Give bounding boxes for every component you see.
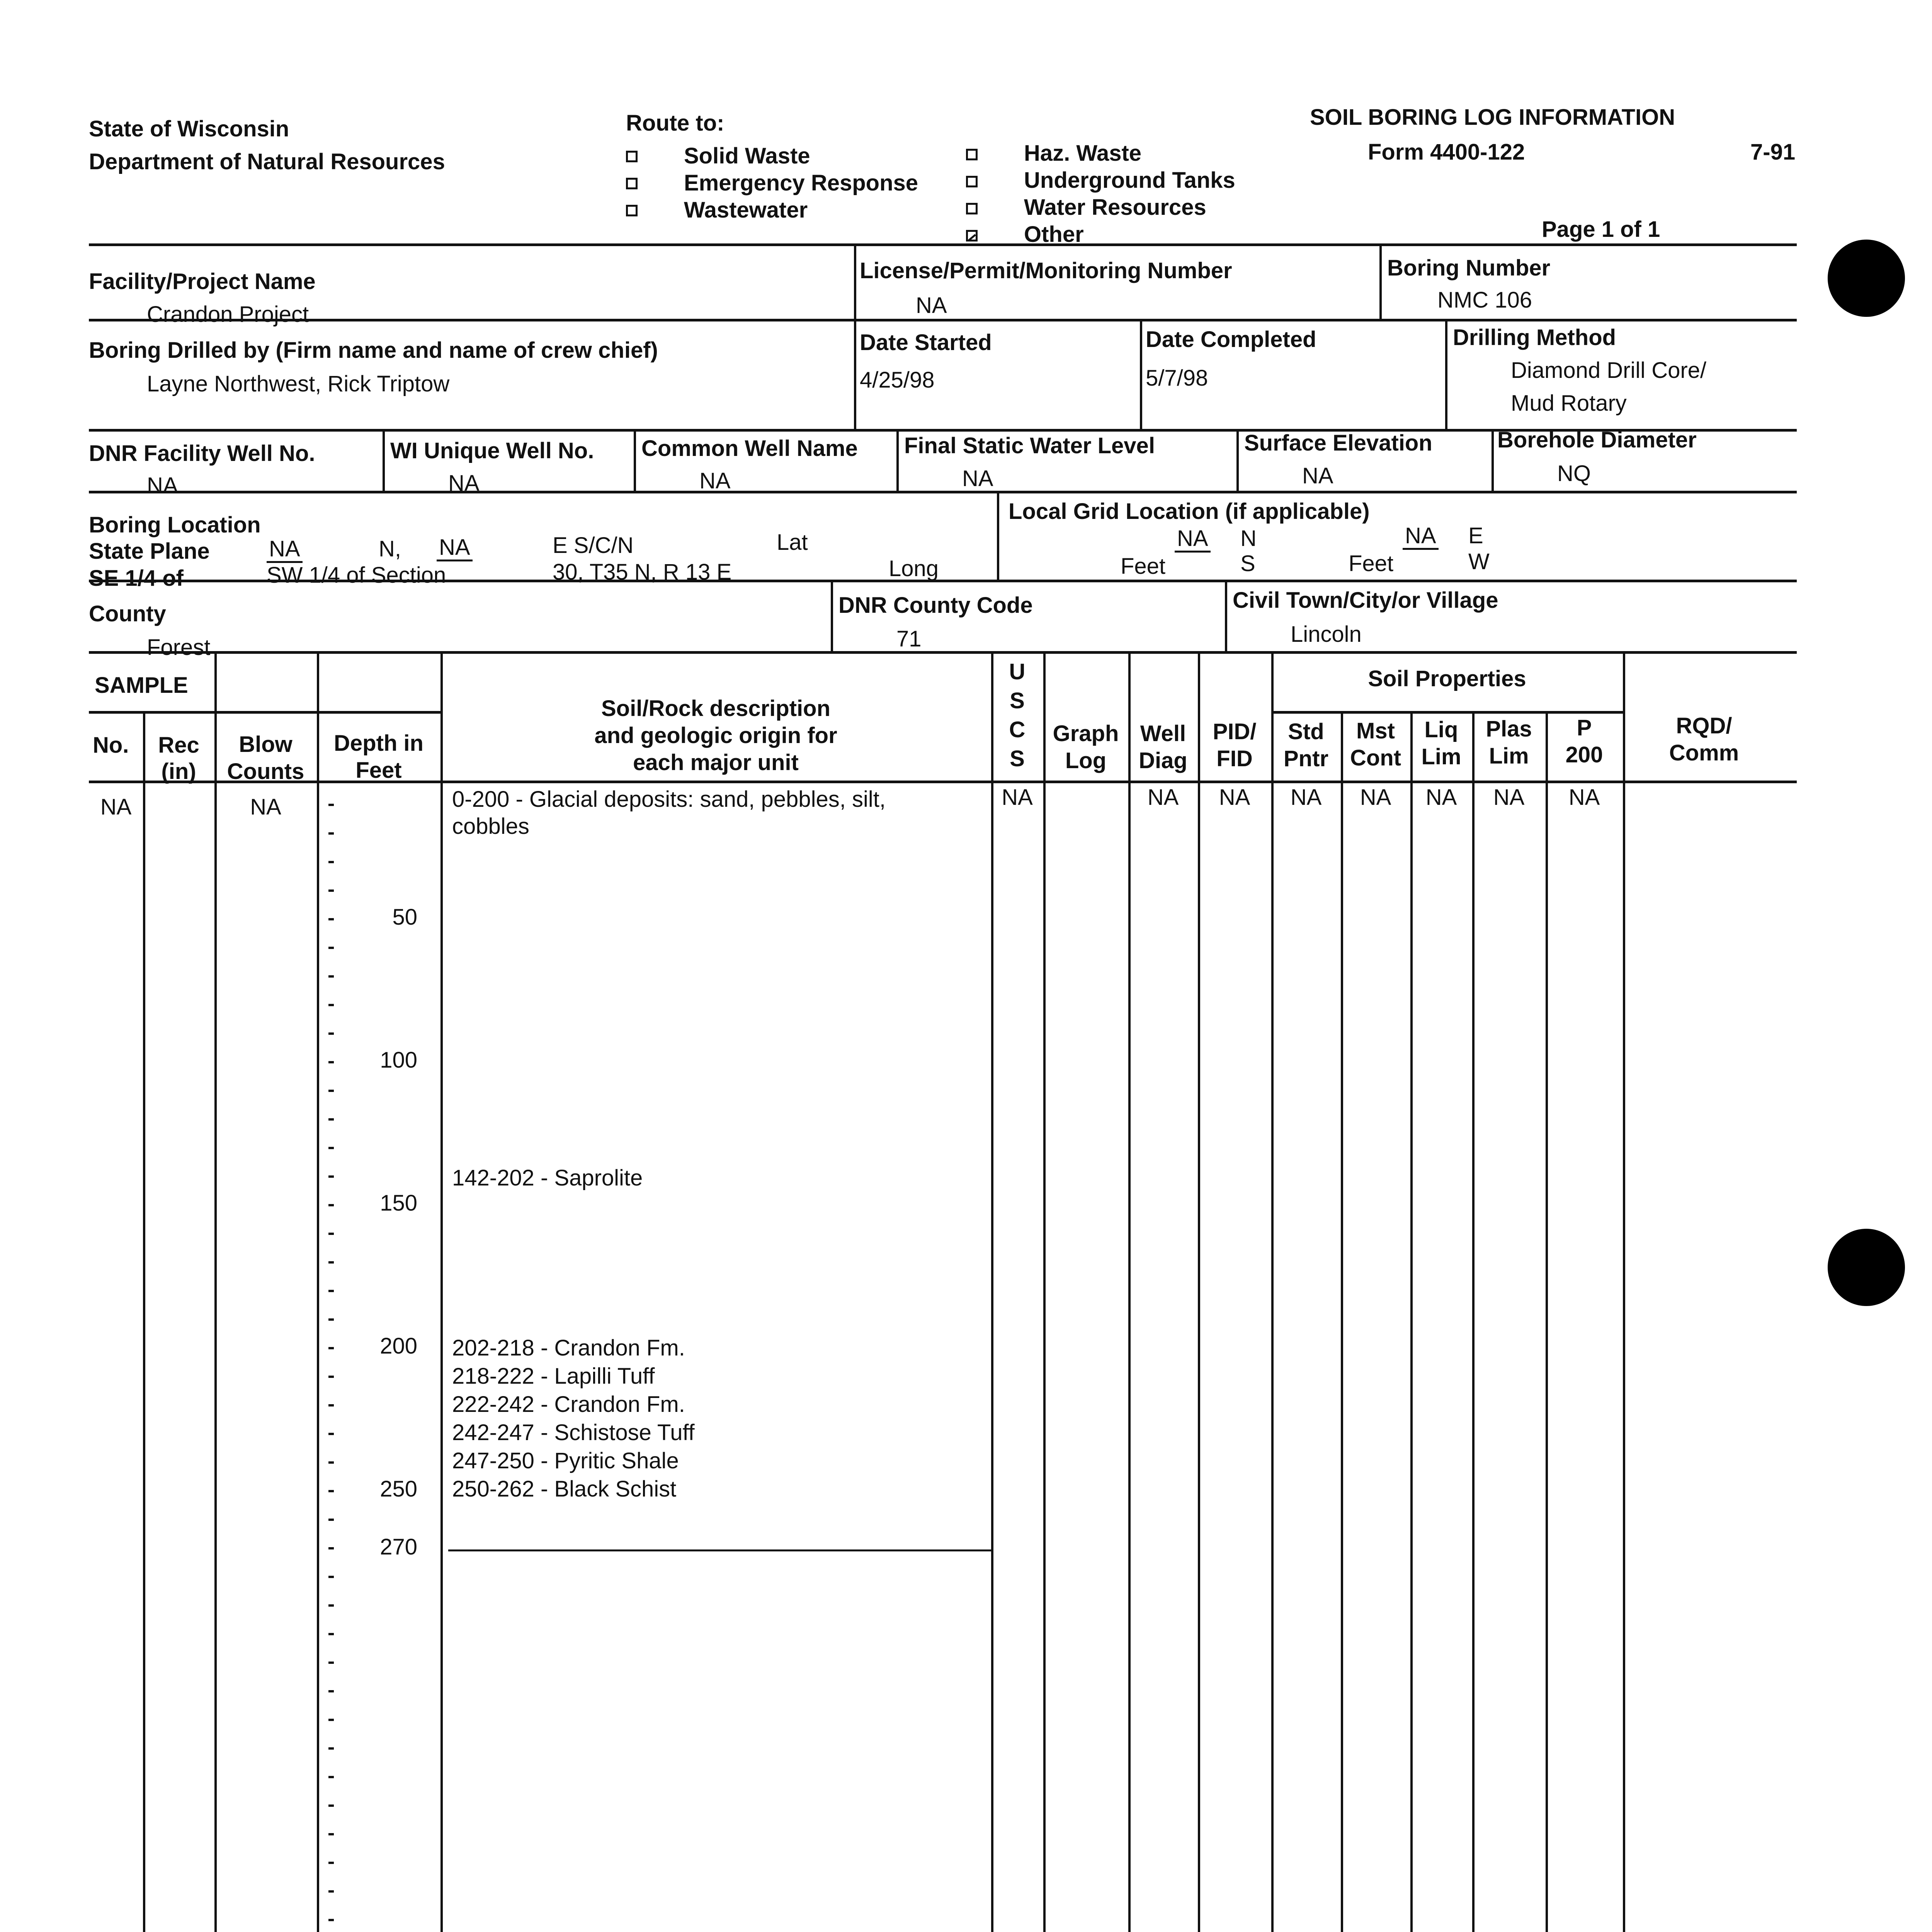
license-label: License/Permit/Monitoring Number — [860, 258, 1232, 283]
desc-line-0: 0-200 - Glacial deposits: sand, pebbles, silt, — [452, 787, 886, 812]
route-emergency-checkbox[interactable] — [626, 178, 638, 189]
col-p200-header2: 200 — [1565, 742, 1603, 767]
depth-tick — [328, 1004, 334, 1006]
col-desc-header1: Soil/Rock description — [601, 696, 830, 721]
grid-w-letter: W — [1468, 549, 1490, 574]
lat-label: Lat — [777, 530, 808, 555]
drill-method-line1: Diamond Drill Core/ — [1511, 358, 1707, 383]
vline-common — [634, 429, 636, 491]
row-p200: NA — [1568, 785, 1600, 810]
depth-tick — [328, 1433, 334, 1435]
col-desc-header2: and geologic origin for — [594, 723, 837, 748]
form-number: Form 4400-122 — [1368, 139, 1525, 165]
depth-tick — [328, 1147, 334, 1149]
vline-drill-method — [1445, 319, 1447, 429]
depth-tick — [328, 1233, 334, 1235]
depth-tick — [328, 1261, 334, 1264]
water-level-label: Final Static Water Level — [904, 433, 1155, 458]
desc-line-8: 250-262 - Black Schist — [452, 1476, 677, 1502]
vline-wi-unique — [383, 429, 385, 491]
depth-label-100: 100 — [380, 1048, 417, 1073]
section-label: SW 1/4 of Section — [267, 563, 446, 588]
date-started-label: Date Started — [860, 330, 992, 355]
col-p200-header: P — [1577, 715, 1592, 740]
col-uscs-c: C — [1009, 717, 1026, 742]
depth-tick — [328, 1919, 334, 1921]
vline-local-grid — [997, 491, 999, 580]
depth-tick — [328, 1604, 334, 1607]
dnr-well-label: DNR Facility Well No. — [89, 441, 315, 466]
depth-label-150: 150 — [380, 1190, 417, 1216]
row-liq: NA — [1425, 785, 1457, 810]
e-scn-label: E S/C/N — [553, 533, 634, 558]
vline-col-uscs — [991, 651, 993, 1932]
depth-tick — [328, 1662, 334, 1664]
dnr-code-value: 71 — [896, 626, 922, 651]
row-blow: NA — [250, 794, 281, 820]
water-level-value: NA — [962, 466, 993, 491]
depth-tick — [328, 947, 334, 949]
surface-elev-value: NA — [1302, 463, 1333, 488]
wi-unique-label: WI Unique Well No. — [390, 438, 594, 463]
desc-line-2: 142-202 - Saprolite — [452, 1165, 643, 1190]
desc-line-5: 222-242 - Crandon Fm. — [452, 1392, 685, 1417]
vline-license — [854, 243, 856, 429]
form-revision: 7-91 — [1750, 139, 1796, 165]
drill-method-label: Drilling Method — [1453, 325, 1616, 350]
depth-tick — [328, 804, 334, 806]
facility-label: Facility/Project Name — [89, 269, 316, 294]
route-haz-waste-label: Haz. Waste — [1024, 141, 1142, 166]
grid-e-letter: E — [1468, 523, 1483, 548]
soil-properties-header: Soil Properties — [1368, 666, 1526, 691]
vline-col-rec — [143, 711, 145, 1932]
rule-top — [89, 243, 1797, 246]
depth-tick — [328, 1404, 334, 1406]
dnr-code-label: DNR County Code — [838, 593, 1033, 618]
depth-label-50: 50 — [392, 905, 417, 930]
page-number: Page 1 of 1 — [1542, 217, 1660, 242]
depth-tick — [328, 1719, 334, 1721]
vline-water — [896, 429, 899, 491]
route-water-resources-checkbox[interactable] — [966, 203, 978, 214]
grid-feet-ew: Feet — [1349, 551, 1394, 576]
vline-county-code — [831, 580, 833, 651]
vline-col-rqd — [1623, 651, 1625, 1932]
depth-tick — [328, 1519, 334, 1521]
col-uscs-s2: S — [1010, 746, 1025, 771]
col-plas-header2: Lim — [1489, 743, 1529, 769]
surface-elev-label: Surface Elevation — [1244, 430, 1432, 456]
depth-tick — [328, 1290, 334, 1292]
col-rec-header: Rec — [158, 733, 199, 758]
route-underground-tanks-label: Underground Tanks — [1024, 168, 1235, 193]
depth-tick — [328, 1090, 334, 1092]
depth-tick — [328, 1490, 334, 1492]
rule-wells — [89, 491, 1797, 493]
boring-number-label: Boring Number — [1387, 255, 1551, 281]
col-depth-header2: Feet — [355, 758, 402, 783]
col-pid-header: PID/ — [1213, 719, 1257, 744]
col-rqd-header: RQD/ — [1676, 713, 1732, 738]
depth-tick — [328, 889, 334, 892]
col-depth-header: Depth in — [334, 731, 423, 756]
depth-tick — [328, 1118, 334, 1121]
borehole-diam-label: Borehole Diameter — [1497, 427, 1697, 452]
col-uscs-s: S — [1010, 688, 1025, 713]
state-plane-n-value: NA — [267, 538, 303, 563]
common-name-label: Common Well Name — [641, 436, 858, 461]
county-label: County — [89, 601, 166, 626]
local-grid-label: Local Grid Location (if applicable) — [1009, 499, 1370, 524]
row-pid: NA — [1219, 785, 1250, 810]
col-graph-header2: Log — [1065, 748, 1107, 773]
col-liq-header2: Lim — [1421, 744, 1461, 769]
col-rec-unit: (in) — [161, 759, 196, 784]
col-blow-header2: Counts — [227, 759, 304, 784]
col-well-header2: Diag — [1139, 748, 1187, 773]
vline-date-completed — [1140, 319, 1142, 429]
long-label: Long — [889, 556, 939, 581]
row-no: NA — [100, 794, 132, 820]
depth-tick — [328, 1833, 334, 1835]
binder-hole-top — [1828, 240, 1905, 317]
facility-value: Crandon Project — [147, 302, 309, 327]
license-value: NA — [916, 293, 947, 318]
col-mst-header: Mst — [1356, 718, 1395, 743]
state-plane-e-value: NA — [437, 536, 473, 561]
depth-tick — [328, 1347, 334, 1349]
depth-tick — [328, 1461, 334, 1464]
depth-tick — [328, 1318, 334, 1321]
depth-label-270: 270 — [380, 1534, 417, 1560]
row-well: NA — [1147, 785, 1179, 810]
desc-line-3: 202-218 - Crandon Fm. — [452, 1335, 685, 1361]
date-started-value: 4/25/98 — [860, 367, 935, 393]
route-to-label: Route to: — [626, 111, 724, 136]
col-blow-header: Blow — [239, 732, 293, 757]
row-std: NA — [1290, 785, 1322, 810]
department-name: Department of Natural Resources — [89, 149, 445, 174]
grid-feet-ns: Feet — [1121, 554, 1166, 579]
desc-line-7: 247-250 - Pyritic Shale — [452, 1448, 679, 1473]
depth-tick — [328, 1061, 334, 1063]
route-emergency-label: Emergency Response — [684, 170, 918, 196]
depth-tick — [328, 1376, 334, 1378]
vline-col-plas — [1472, 711, 1475, 1932]
route-other-checkbox[interactable] — [966, 230, 978, 242]
vline-surface — [1236, 429, 1239, 491]
depth-tick — [328, 975, 334, 978]
depth-tick — [328, 1747, 334, 1750]
quarter-label: SE 1/4 of — [89, 566, 184, 591]
town-label: Civil Town/City/or Village — [1233, 588, 1498, 613]
col-std-header2: Pntr — [1284, 746, 1328, 771]
route-other-label: Other — [1024, 222, 1084, 247]
depth-label-200: 200 — [380, 1333, 417, 1359]
vline-col-pid — [1198, 651, 1200, 1932]
grid-e-value: NA — [1403, 525, 1439, 550]
state-plane-label: State Plane — [89, 539, 210, 564]
vline-col-liq — [1410, 711, 1413, 1932]
col-no-header: No. — [93, 733, 129, 758]
rule-desc-end — [448, 1549, 993, 1551]
drilled-by-label: Boring Drilled by (Firm name and name of crew chief) — [89, 338, 658, 363]
vline-col-blow — [214, 651, 217, 1932]
col-graph-header: Graph — [1053, 721, 1119, 746]
rule-soil-props — [1271, 711, 1623, 714]
township-value: 30, T35 N, R 13 E — [553, 560, 732, 585]
vline-col-well — [1128, 651, 1131, 1932]
route-solid-waste-checkbox[interactable] — [626, 151, 638, 162]
route-haz-waste-checkbox[interactable] — [966, 149, 978, 160]
depth-tick — [328, 1862, 334, 1864]
vline-boring-no — [1379, 243, 1382, 319]
binder-hole-middle — [1828, 1229, 1905, 1306]
sample-header: SAMPLE — [95, 673, 188, 698]
wi-unique-value: NA — [448, 471, 480, 496]
depth-tick — [328, 1547, 334, 1549]
route-underground-tanks-checkbox[interactable] — [966, 176, 978, 187]
col-uscs-u: U — [1009, 659, 1026, 684]
common-name-value: NA — [699, 468, 731, 493]
depth-tick — [328, 1633, 334, 1635]
depth-tick — [328, 1776, 334, 1778]
desc-line-4: 218-222 - Lapilli Tuff — [452, 1364, 655, 1389]
rule-county — [89, 651, 1797, 654]
row-uscs: NA — [1002, 785, 1033, 810]
depth-tick — [328, 1690, 334, 1692]
boring-location-label: Boring Location — [89, 512, 261, 537]
vline-col-desc — [440, 651, 443, 1932]
state-name: State of Wisconsin — [89, 116, 289, 141]
date-completed-value: 5/7/98 — [1146, 366, 1208, 391]
route-wastewater-label: Wastewater — [684, 197, 808, 223]
depth-tick — [328, 1175, 334, 1178]
depth-tick — [328, 1576, 334, 1578]
drill-method-line2: Mud Rotary — [1511, 391, 1627, 416]
vline-col-mst — [1341, 711, 1343, 1932]
desc-line-1: cobbles — [452, 814, 529, 839]
col-well-header: Well — [1140, 721, 1186, 746]
depth-tick — [328, 1204, 334, 1206]
rule-sample — [89, 711, 440, 714]
desc-line-6: 242-247 - Schistose Tuff — [452, 1420, 695, 1445]
depth-tick — [328, 1804, 334, 1807]
dnr-well-value: NA — [147, 473, 178, 498]
depth-tick — [328, 918, 334, 920]
date-completed-label: Date Completed — [1146, 327, 1316, 352]
route-solid-waste-label: Solid Waste — [684, 143, 810, 168]
vline-borehole — [1492, 429, 1494, 491]
town-value: Lincoln — [1291, 622, 1362, 647]
borehole-diam-value: NQ — [1557, 461, 1591, 486]
boring-number-value: NMC 106 — [1437, 287, 1532, 313]
vline-col-depth — [317, 651, 319, 1932]
depth-tick — [328, 1890, 334, 1893]
county-value: Forest — [147, 635, 211, 660]
vline-col-std — [1271, 651, 1274, 1932]
route-wastewater-checkbox[interactable] — [626, 205, 638, 216]
depth-tick — [328, 861, 334, 863]
n-label: N, — [379, 536, 401, 561]
row-plas: NA — [1493, 785, 1525, 810]
rule-facility — [89, 319, 1797, 321]
grid-s-letter: S — [1240, 551, 1255, 576]
col-desc-header3: each major unit — [633, 750, 799, 775]
depth-tick — [328, 832, 334, 835]
col-liq-header: Liq — [1424, 717, 1458, 742]
drilled-by-value: Layne Northwest, Rick Triptow — [147, 371, 450, 396]
row-mst: NA — [1360, 785, 1391, 810]
vline-town — [1225, 580, 1227, 651]
col-pid-header2: FID — [1216, 746, 1253, 771]
col-std-header: Std — [1288, 719, 1324, 744]
route-water-resources-label: Water Resources — [1024, 195, 1206, 220]
col-rqd-header2: Comm — [1669, 740, 1739, 765]
col-plas-header: Plas — [1486, 716, 1532, 742]
grid-n-letter: N — [1240, 526, 1257, 551]
col-mst-header2: Cont — [1350, 745, 1401, 770]
form-title: SOIL BORING LOG INFORMATION — [1310, 105, 1675, 130]
depth-tick — [328, 1032, 334, 1035]
vline-col-graph — [1043, 651, 1046, 1932]
vline-col-p200 — [1546, 711, 1548, 1932]
grid-n-value: NA — [1175, 527, 1211, 553]
depth-label-250: 250 — [380, 1476, 417, 1502]
